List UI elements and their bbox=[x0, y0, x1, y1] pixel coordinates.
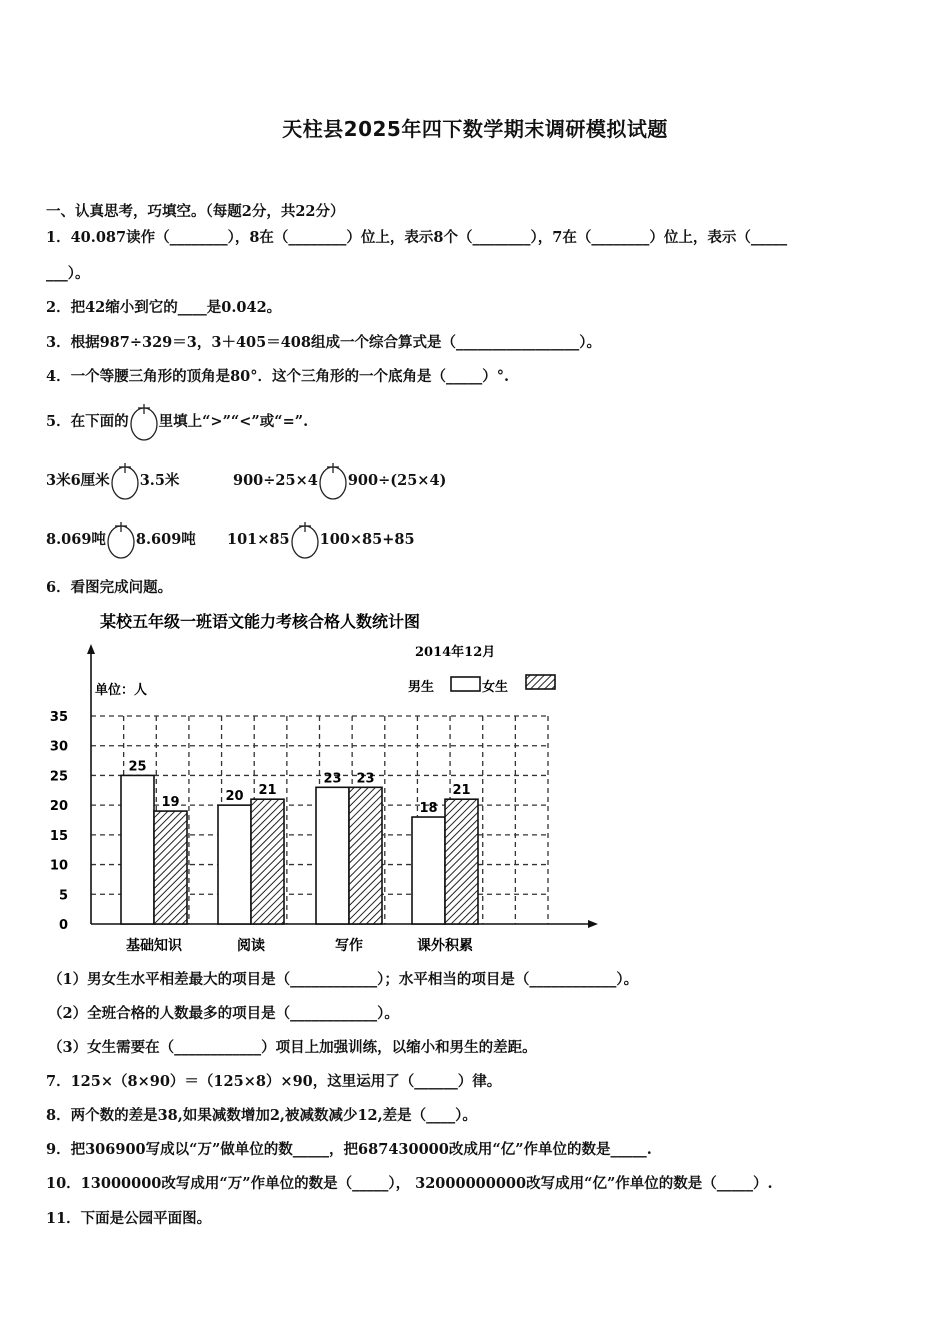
page-title: 天柱县2025年四下数学期末调研模拟试题 bbox=[282, 117, 668, 141]
question-2: 2．把42缩小到它的____是0.042。 bbox=[46, 299, 282, 316]
answer-oval[interactable] bbox=[110, 461, 140, 501]
bar-girls bbox=[251, 799, 284, 924]
legend-label-girls: 女生 bbox=[482, 680, 509, 695]
q5-a3: 8.069吨 bbox=[46, 531, 106, 548]
category-label: 写作 bbox=[335, 938, 363, 954]
bar-boys bbox=[121, 775, 154, 924]
chart-title: 某校五年级一班语文能力考核合格人数统计图 bbox=[100, 612, 421, 631]
x-axis-arrow bbox=[588, 920, 598, 928]
data-label: 21 bbox=[258, 783, 277, 799]
y-tick-label: 35 bbox=[49, 710, 68, 725]
question-5 bbox=[46, 402, 308, 442]
question-6: 6．看图完成问题。 bbox=[46, 579, 173, 596]
question-3: 3．根据987÷329＝3，3＋405＝408组成一个综合算式是（_________________）。 bbox=[46, 334, 601, 351]
q5-row-2-right bbox=[227, 520, 415, 560]
q5-row-1 bbox=[46, 461, 179, 501]
legend bbox=[408, 675, 555, 695]
question-7: 7．125×（8×90）＝（125×8）×90，这里运用了（______）律。 bbox=[46, 1073, 502, 1090]
question-8: 8．两个数的差是38,如果减数增加2,被减数减少12,差是（____）。 bbox=[46, 1107, 477, 1124]
legend-swatch-girls bbox=[526, 675, 555, 689]
data-label: 20 bbox=[225, 789, 244, 805]
x-labels bbox=[126, 937, 473, 954]
data-label: 18 bbox=[419, 801, 438, 817]
y-ticks bbox=[50, 710, 68, 933]
answer-oval[interactable] bbox=[318, 461, 348, 501]
q5-suffix: 里填上“>”“<”或“=”. bbox=[158, 413, 309, 430]
bar-girls bbox=[154, 811, 187, 924]
bar-chart bbox=[40, 606, 620, 961]
answer-oval[interactable] bbox=[106, 520, 136, 560]
q5-prefix: 5．在下面的 bbox=[46, 413, 129, 430]
question-6-1: （1）男女生水平相差最大的项目是（____________）；水平相当的项目是（____________）。 bbox=[48, 971, 639, 988]
y-tick-label: 20 bbox=[49, 799, 68, 815]
bar-girls bbox=[445, 799, 478, 924]
section-heading: 一、认真思考，巧填空。（每题2分，共22分） bbox=[46, 203, 345, 220]
q5-row-2 bbox=[46, 520, 196, 560]
question-6-3: （3）女生需要在（____________）项目上加强训练，以缩小和男生的差距。 bbox=[48, 1039, 537, 1056]
y-tick-label: 15 bbox=[49, 828, 68, 844]
bar-boys bbox=[218, 805, 251, 924]
q5-b3: 8.609吨 bbox=[135, 531, 196, 548]
data-label: 21 bbox=[452, 783, 471, 799]
question-9: 9．把306900写成以“万”做单位的数_____，把687430000改成用“亿”作单位的数是_____. bbox=[46, 1141, 652, 1158]
q5-b2: 900÷(25×4) bbox=[347, 472, 447, 489]
bar-boys bbox=[412, 817, 445, 924]
data-label: 23 bbox=[356, 771, 375, 787]
bar-boys bbox=[316, 787, 349, 924]
category-label: 课外积累 bbox=[417, 938, 473, 954]
data-label: 23 bbox=[323, 771, 342, 787]
question-1: 1．40.087读作（________），8在（________）位上，表示8个（________），7在（________）位上，表示（_____ bbox=[46, 229, 788, 246]
chart-subtitle: 2014年12月 bbox=[415, 645, 496, 660]
q5-b1: 3.5米 bbox=[139, 472, 180, 489]
answer-oval[interactable] bbox=[129, 402, 159, 442]
question-6-2: （2）全班合格的人数最多的项目是（____________）。 bbox=[48, 1005, 399, 1022]
y-tick-label: 10 bbox=[49, 858, 68, 874]
y-tick-label: 0 bbox=[58, 918, 68, 933]
y-tick-label: 30 bbox=[49, 739, 68, 755]
q5-a4: 101×85 bbox=[227, 531, 290, 548]
q5-a2: 900÷25×4 bbox=[233, 472, 318, 489]
question-1-continued: ___）。 bbox=[46, 265, 90, 282]
answer-oval[interactable] bbox=[290, 520, 320, 560]
chart-unit: 单位：人 bbox=[95, 683, 148, 698]
q5-a1: 3米6厘米 bbox=[46, 472, 110, 489]
legend-label-boys: 男生 bbox=[408, 680, 435, 695]
bar-girls bbox=[349, 787, 382, 924]
y-axis-arrow bbox=[87, 644, 95, 654]
category-label: 基础知识 bbox=[126, 938, 182, 954]
q5-b4: 100×85+85 bbox=[319, 531, 415, 548]
data-label: 25 bbox=[128, 759, 147, 775]
question-10: 10．13000000改写成用“万”作单位的数是（_____）， 32000000000改写成用“亿”作单位的数是（_____）. bbox=[46, 1175, 773, 1192]
legend-swatch-boys bbox=[451, 677, 480, 691]
y-tick-label: 25 bbox=[49, 769, 68, 785]
q5-row-1-right bbox=[233, 461, 446, 501]
question-11: 11．下面是公园平面图。 bbox=[46, 1210, 212, 1227]
data-label: 19 bbox=[161, 795, 180, 811]
question-4: 4．一个等腰三角形的顶角是80°．这个三角形的一个底角是（_____）°. bbox=[46, 368, 510, 385]
bars bbox=[121, 759, 478, 924]
y-tick-label: 5 bbox=[58, 888, 68, 904]
category-label: 阅读 bbox=[237, 938, 265, 954]
